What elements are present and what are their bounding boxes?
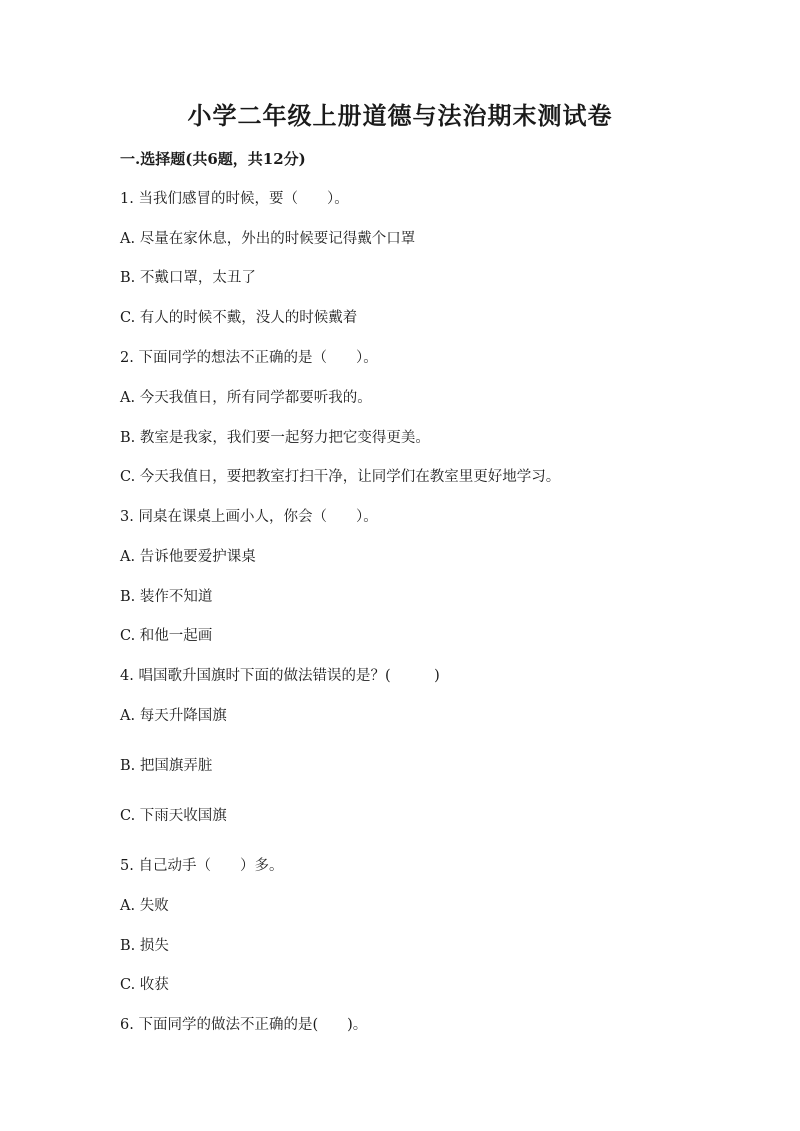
question-2: 2. 下面同学的想法不正确的是（ ）。 — [120, 350, 378, 366]
q4-option-a: A. 每天升降国旗 — [120, 708, 227, 724]
q3-option-a: A. 告诉他要爱护课桌 — [120, 549, 256, 565]
q2-option-a: A. 今天我值日，所有同学都要听我的。 — [120, 390, 372, 406]
question-3: 3. 同桌在课桌上画小人，你会（ ）。 — [120, 509, 378, 525]
q1-option-c: C. 有人的时候不戴，没人的时候戴着 — [120, 310, 358, 326]
q4-option-b: B. 把国旗弄脏 — [120, 758, 213, 774]
q5-option-a: A. 失败 — [120, 898, 169, 914]
question-5: 5. 自己动手（ ）多。 — [120, 858, 284, 874]
question-1: 1. 当我们感冒的时候，要（ ）。 — [120, 191, 349, 207]
page-title: 小学二年级上册道德与法治期末测试卷 — [187, 101, 613, 130]
section-heading: 一.选择题(共6题，共12分) — [120, 150, 306, 168]
q1-option-b: B. 不戴口罩，太丑了 — [120, 270, 256, 286]
q5-option-c: C. 收获 — [120, 977, 169, 993]
q2-option-c: C. 今天我值日，要把教室打扫干净，让同学们在教室里更好地学习。 — [120, 469, 561, 485]
q3-option-c: C. 和他一起画 — [120, 628, 213, 644]
q5-option-b: B. 损失 — [120, 938, 169, 954]
q1-option-a: A. 尽量在家休息，外出的时候要记得戴个口罩 — [120, 231, 416, 247]
question-4: 4. 唱国歌升国旗时下面的做法错误的是？( ) — [120, 668, 440, 684]
q4-option-c: C. 下雨天收国旗 — [120, 808, 227, 824]
question-6: 6. 下面同学的做法不正确的是( )。 — [120, 1017, 368, 1033]
q2-option-b: B. 教室是我家，我们要一起努力把它变得更美。 — [120, 430, 430, 446]
q3-option-b: B. 装作不知道 — [120, 589, 213, 605]
